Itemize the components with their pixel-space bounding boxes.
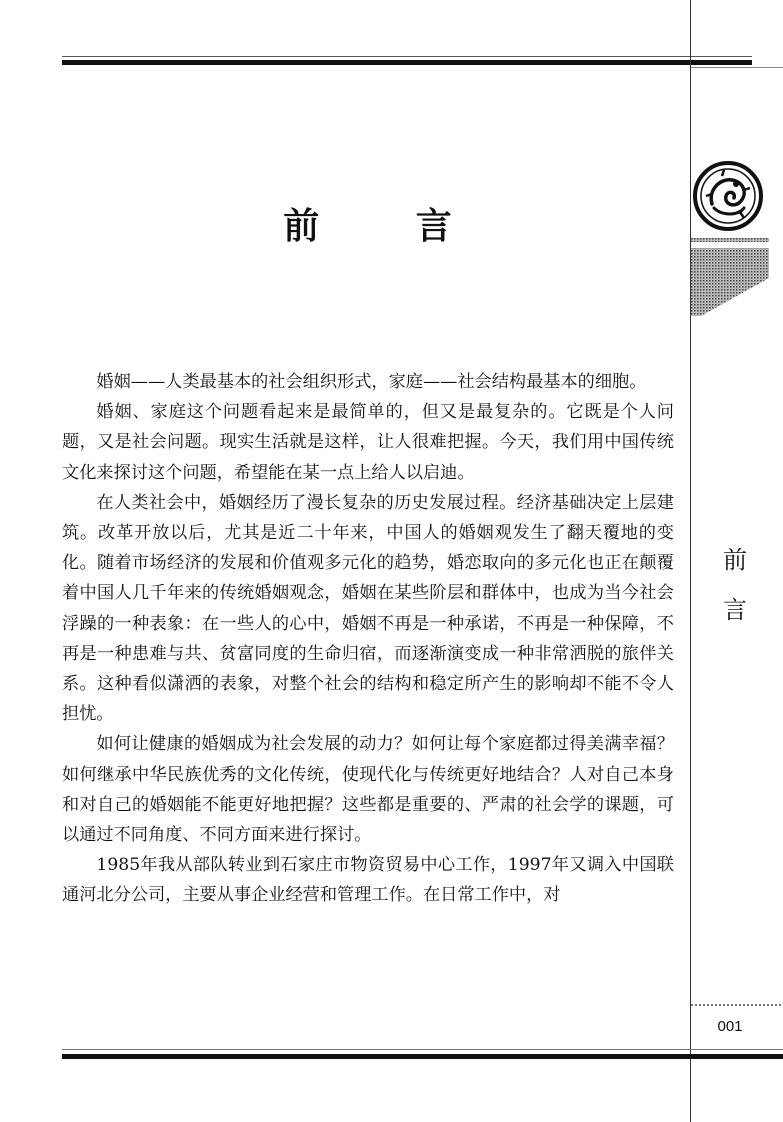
page-number: 001 — [717, 1018, 743, 1035]
side-title-char: 言 — [723, 596, 747, 624]
paragraph: 1985年我从部队转业到石家庄市物资贸易中心工作，1997年又调入中国联通河北分公司，主要从事企业经营和管理工作。在日常工作中，对 — [62, 855, 674, 906]
preface-body — [62, 367, 674, 911]
paragraph: 婚姻、家庭这个问题看起来是最简单的，但又是最复杂的。它既是个人问题，又是社会问题。现实生活就是这样，让人很难把握。今天，我们用中国传统文化来探讨这个问题，希望能在某一点上给人以启迪。 — [62, 402, 674, 483]
paragraph: 如何让健康的婚姻成为社会发展的动力？如何让每个家庭都过得美满幸福？如何继承中华民族优秀的文化传统，使现代化与传统更好地结合？人对自己本身和对自己的婚姻能不能更好地把握？这些都是重要的、严肃的社会学的课题，可以通过不同角度、不同方面来进行探讨。 — [62, 734, 674, 846]
margin-divider — [690, 0, 691, 1122]
chapter-tab-decoration — [691, 238, 769, 316]
side-chapter-title — [720, 535, 750, 635]
top-rule-thin — [62, 56, 752, 57]
top-rule-thick — [62, 60, 752, 65]
paragraph: 在人类社会中，婚姻经历了漫长复杂的历史发展过程。经济基础决定上层建筑。改革开放以后，尤其是近二十年来，中国人的婚姻观发生了翻天覆地的变化。随着市场经济的发展和价值观多元化的趋势，婚恋取向的多元化也正在颠覆着中国人几千年来的传统婚姻观念，婚姻在某些阶层和群体中，也成为当今社会浮躁的一种表象：在一些人的心中，婚姻不再是一种承诺，不再是一种保障，不再是一种患难与共、贫富同度的生命归宿，而逐渐演变成一种非常洒脱的旅伴关系。这种看似潇洒的表象，对整个社会的结构和稳定所产生的影响却不能不令人担忧。 — [62, 492, 674, 725]
bottom-rule-thin — [62, 1049, 783, 1050]
page-title: 前 言 — [283, 205, 494, 247]
top-rule-extension — [690, 67, 783, 68]
page-number-rule — [691, 1004, 783, 1006]
side-title-char: 前 — [723, 546, 747, 574]
bottom-rule-thick — [62, 1054, 783, 1059]
paragraph: 婚姻——人类最基本的社会组织形式，家庭——社会结构最基本的细胞。 — [96, 372, 647, 392]
